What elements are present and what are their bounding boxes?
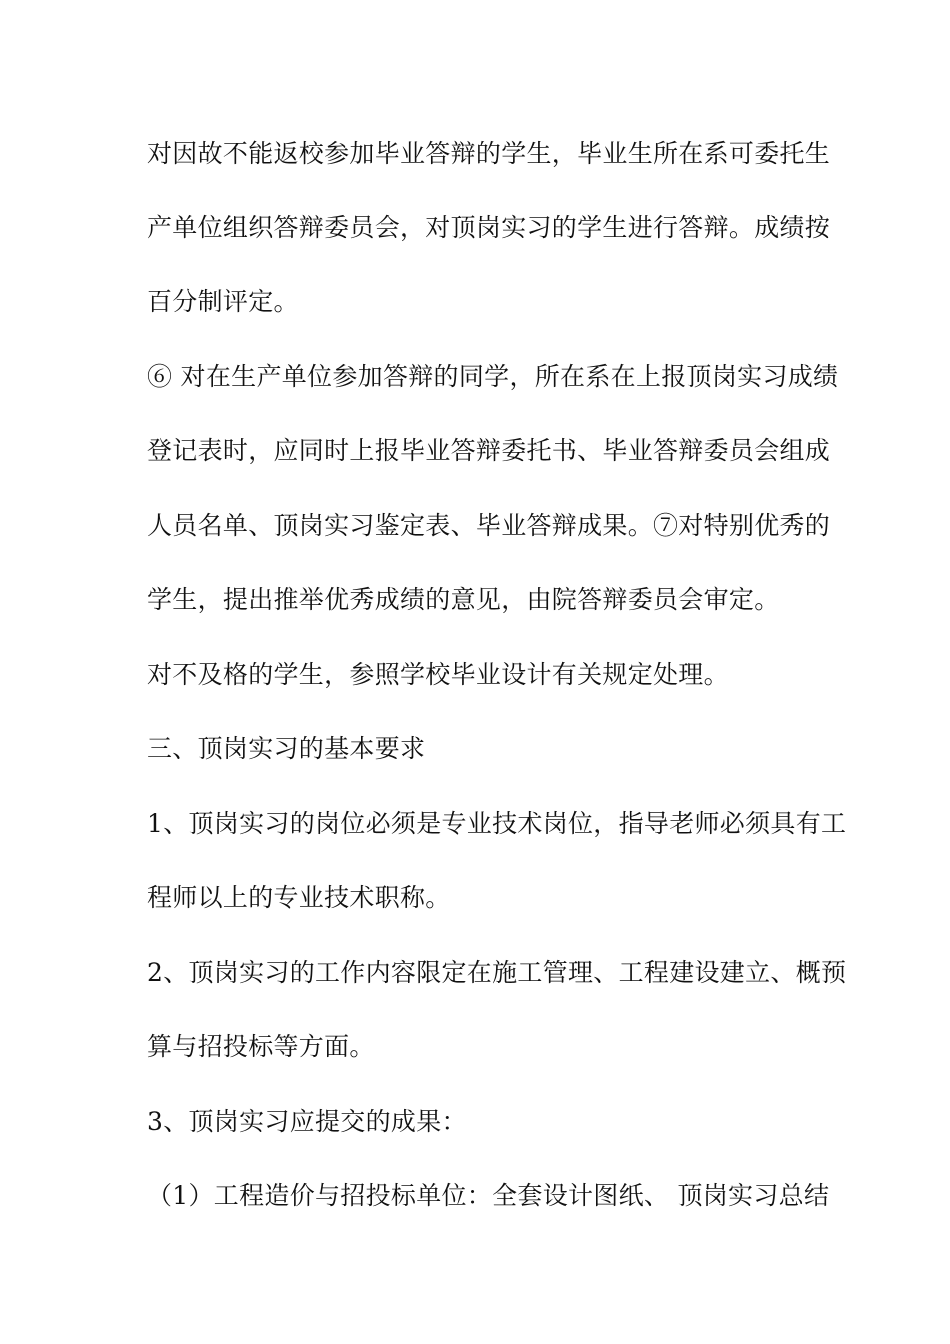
sub-item-1-line-1: （1）工程造价与招投标单位：全套设计图纸、 顶岗实习总结 [147,1181,830,1210]
paragraph-line-2: 产单位组织答辩委员会，对顶岗实习的学生进行答辩。成绩按 [147,213,831,242]
paragraph-line-3: 百分制评定。 [147,287,299,316]
requirement-1-line-1: 1、顶岗实习的岗位必须是专业技术岗位，指导老师必须具有工 [147,809,847,838]
paragraph-line-5: 登记表时，应同时上报毕业答辩委托书、毕业答辩委员会组成 [147,436,831,465]
paragraph-line-1: 对因故不能返校参加毕业答辩的学生，毕业生所在系可委托生 [147,139,831,168]
paragraph-line-7: 学生，提出推举优秀成绩的意见，由院答辩委员会审定。 [147,585,780,614]
paragraph-line-8: 对不及格的学生，参照学校毕业设计有关规定处理。 [147,660,729,689]
requirement-2-line-2: 算与招投标等方面。 [147,1032,375,1061]
paragraph-line-6: 人员名单、顶岗实习鉴定表、毕业答辩成果。⑦对特别优秀的 [147,511,831,540]
section-heading: 三、顶岗实习的基本要求 [147,734,426,763]
requirement-1-line-2: 程师以上的专业技术职称。 [147,883,451,912]
requirement-3-line-1: 3、顶岗实习应提交的成果： [147,1107,467,1136]
paragraph-line-4: ⑥ 对在生产单位参加答辩的同学，所在系在上报顶岗实习成绩 [147,362,839,391]
requirement-2-line-1: 2、顶岗实习的工作内容限定在施工管理、工程建设建立、概预 [147,958,847,987]
